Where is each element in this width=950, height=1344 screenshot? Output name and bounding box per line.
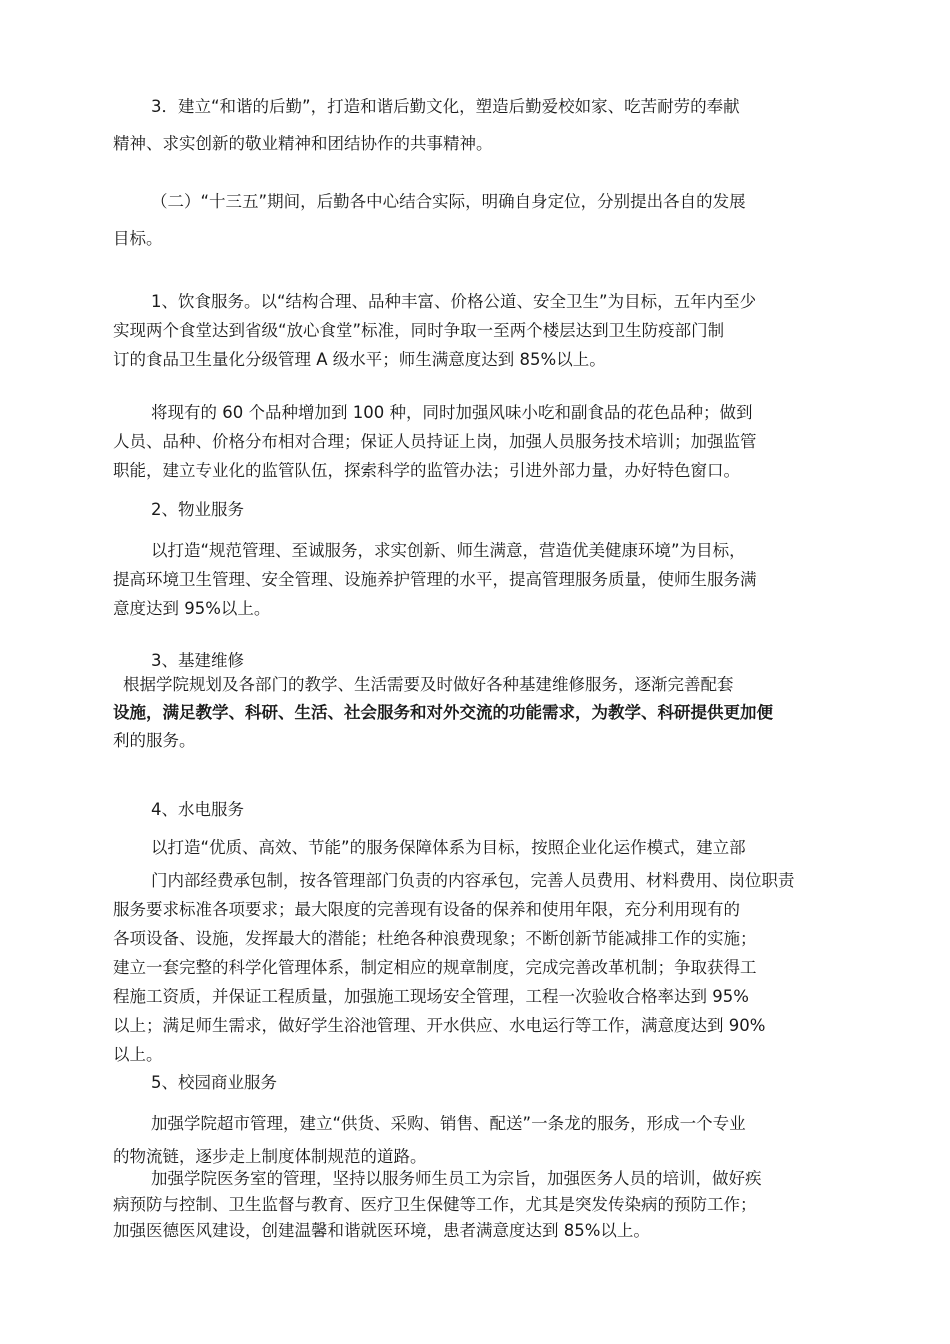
para-3-line-3: 订的食品卫生量化分级管理 A 级水平；师生满意度达到 85%以上。 (113, 350, 606, 369)
para-catering-varieties (113, 398, 839, 485)
para-2-line-2: 目标。 (113, 229, 163, 248)
para-harmonious-logistics (113, 88, 839, 162)
para-4-line-2: 人员、品种、价格分布相对合理；保证人员持证上岗，加强人员服务技术培训；加强监管 (113, 432, 757, 451)
para-7-line-6: 程施工资质，并保证工程质量，加强施工现场安全管理，工程一次验收合格率达到 95% (113, 987, 749, 1006)
para-9-line-2: 病预防与控制、卫生监督与教育、医疗卫生保健等工作，尤其是突发传染病的预防工作； (113, 1195, 757, 1214)
para-5-line-1: 以打造“规范管理、至诚服务，求实创新、师生满意，营造优美健康环境”为目标， (151, 541, 746, 560)
para-supermarket (113, 1107, 839, 1173)
para-6-line-3: 利的服务。 (113, 731, 196, 750)
para-construction-maintenance (113, 671, 839, 755)
heading-4-text: 4、水电服务 (151, 800, 244, 819)
para-clinic (113, 1166, 839, 1244)
heading-water-electricity (113, 795, 839, 824)
para-8-line-1: 加强学院超市管理，建立“供货、采购、销售、配送”一条龙的服务，形成一个专业 (151, 1114, 746, 1133)
para-7-line-2: 门内部经费承包制，按各管理部门负责的内容承包，完善人员费用、材料费用、岗位职责 (151, 871, 795, 890)
para-7-line-3: 服务要求标准各项要求；最大限度的完善现有设备的保养和使用年限，充分利用现有的 (113, 900, 740, 919)
para-9-line-1: 加强学院医务室的管理，坚持以服务师生员工为宗旨，加强医务人员的培训，做好疾 (151, 1169, 762, 1188)
heading-2-text: 2、物业服务 (151, 500, 244, 519)
heading-5-text: 5、校园商业服务 (151, 1073, 277, 1092)
para-1-line-1: 3．建立“和谐的后勤”，打造和谐后勤文化，塑造后勤爱校如家、吃苦耐劳的奉献 (151, 97, 740, 116)
para-6-line-2: 设施，满足教学、科研、生活、社会服务和对外交流的功能需求，为教学、科研提供更加便 (113, 703, 773, 722)
para-5-line-3: 意度达到 95%以上。 (113, 599, 271, 618)
para-7-line-7: 以上；满足师生需求，做好学生浴池管理、开水供应、水电运行等工作，满意度达到 90% (113, 1016, 766, 1035)
para-9-line-3: 加强医德医风建设，创建温馨和谐就医环境，患者满意度达到 85%以上。 (113, 1221, 650, 1240)
para-property-service (113, 536, 839, 623)
heading-3-text: 3、基建维修 (151, 651, 244, 670)
para-catering-service (113, 287, 839, 374)
heading-property-service (113, 495, 839, 524)
para-8-line-2: 的物流链，逐步走上制度体制规范的道路。 (113, 1147, 427, 1166)
para-3-line-1: 1、饮食服务。以“结构合理、品种丰富、价格公道、安全卫生”为目标，五年内至少 (151, 292, 757, 311)
para-water-electricity (113, 833, 839, 1069)
para-2-line-1: （二）“十三五”期间，后勤各中心结合实际，明确自身定位，分别提出各自的发展 (151, 192, 746, 211)
para-4-line-3: 职能，建立专业化的监管队伍，探索科学的监管办法；引进外部力量，办好特色窗口。 (113, 461, 740, 480)
para-3-line-2: 实现两个食堂达到省级“放心食堂”标准，同时争取一至两个楼层达到卫生防疫部门制 (113, 321, 725, 340)
para-7-line-4: 各项设备、设施，发挥最大的潜能；杜绝各种浪费现象；不断创新节能减排工作的实施； (113, 929, 757, 948)
heading-campus-commerce (113, 1068, 839, 1097)
para-thirteenth-five-year-goals (113, 183, 839, 257)
para-7-line-5: 建立一套完整的科学化管理体系，制定相应的规章制度，完成完善改革机制；争取获得工 (113, 958, 757, 977)
para-6-line-1: 根据学院规划及各部门的教学、生活需要及时做好各种基建维修服务，逐渐完善配套 (123, 675, 734, 694)
para-4-line-1: 将现有的 60 个品种增加到 100 种，同时加强风味小吃和副食品的花色品种；做到 (151, 403, 753, 422)
para-7-line-1: 以打造“优质、高效、节能”的服务保障体系为目标，按照企业化运作模式，建立部 (151, 838, 746, 857)
para-1-line-2: 精神、求实创新的敬业精神和团结协作的共事精神。 (113, 134, 493, 153)
para-5-line-2: 提高环境卫生管理、安全管理、设施养护管理的水平，提高管理服务质量，使师生服务满 (113, 570, 757, 589)
para-7-line-8: 以上。 (113, 1045, 163, 1064)
